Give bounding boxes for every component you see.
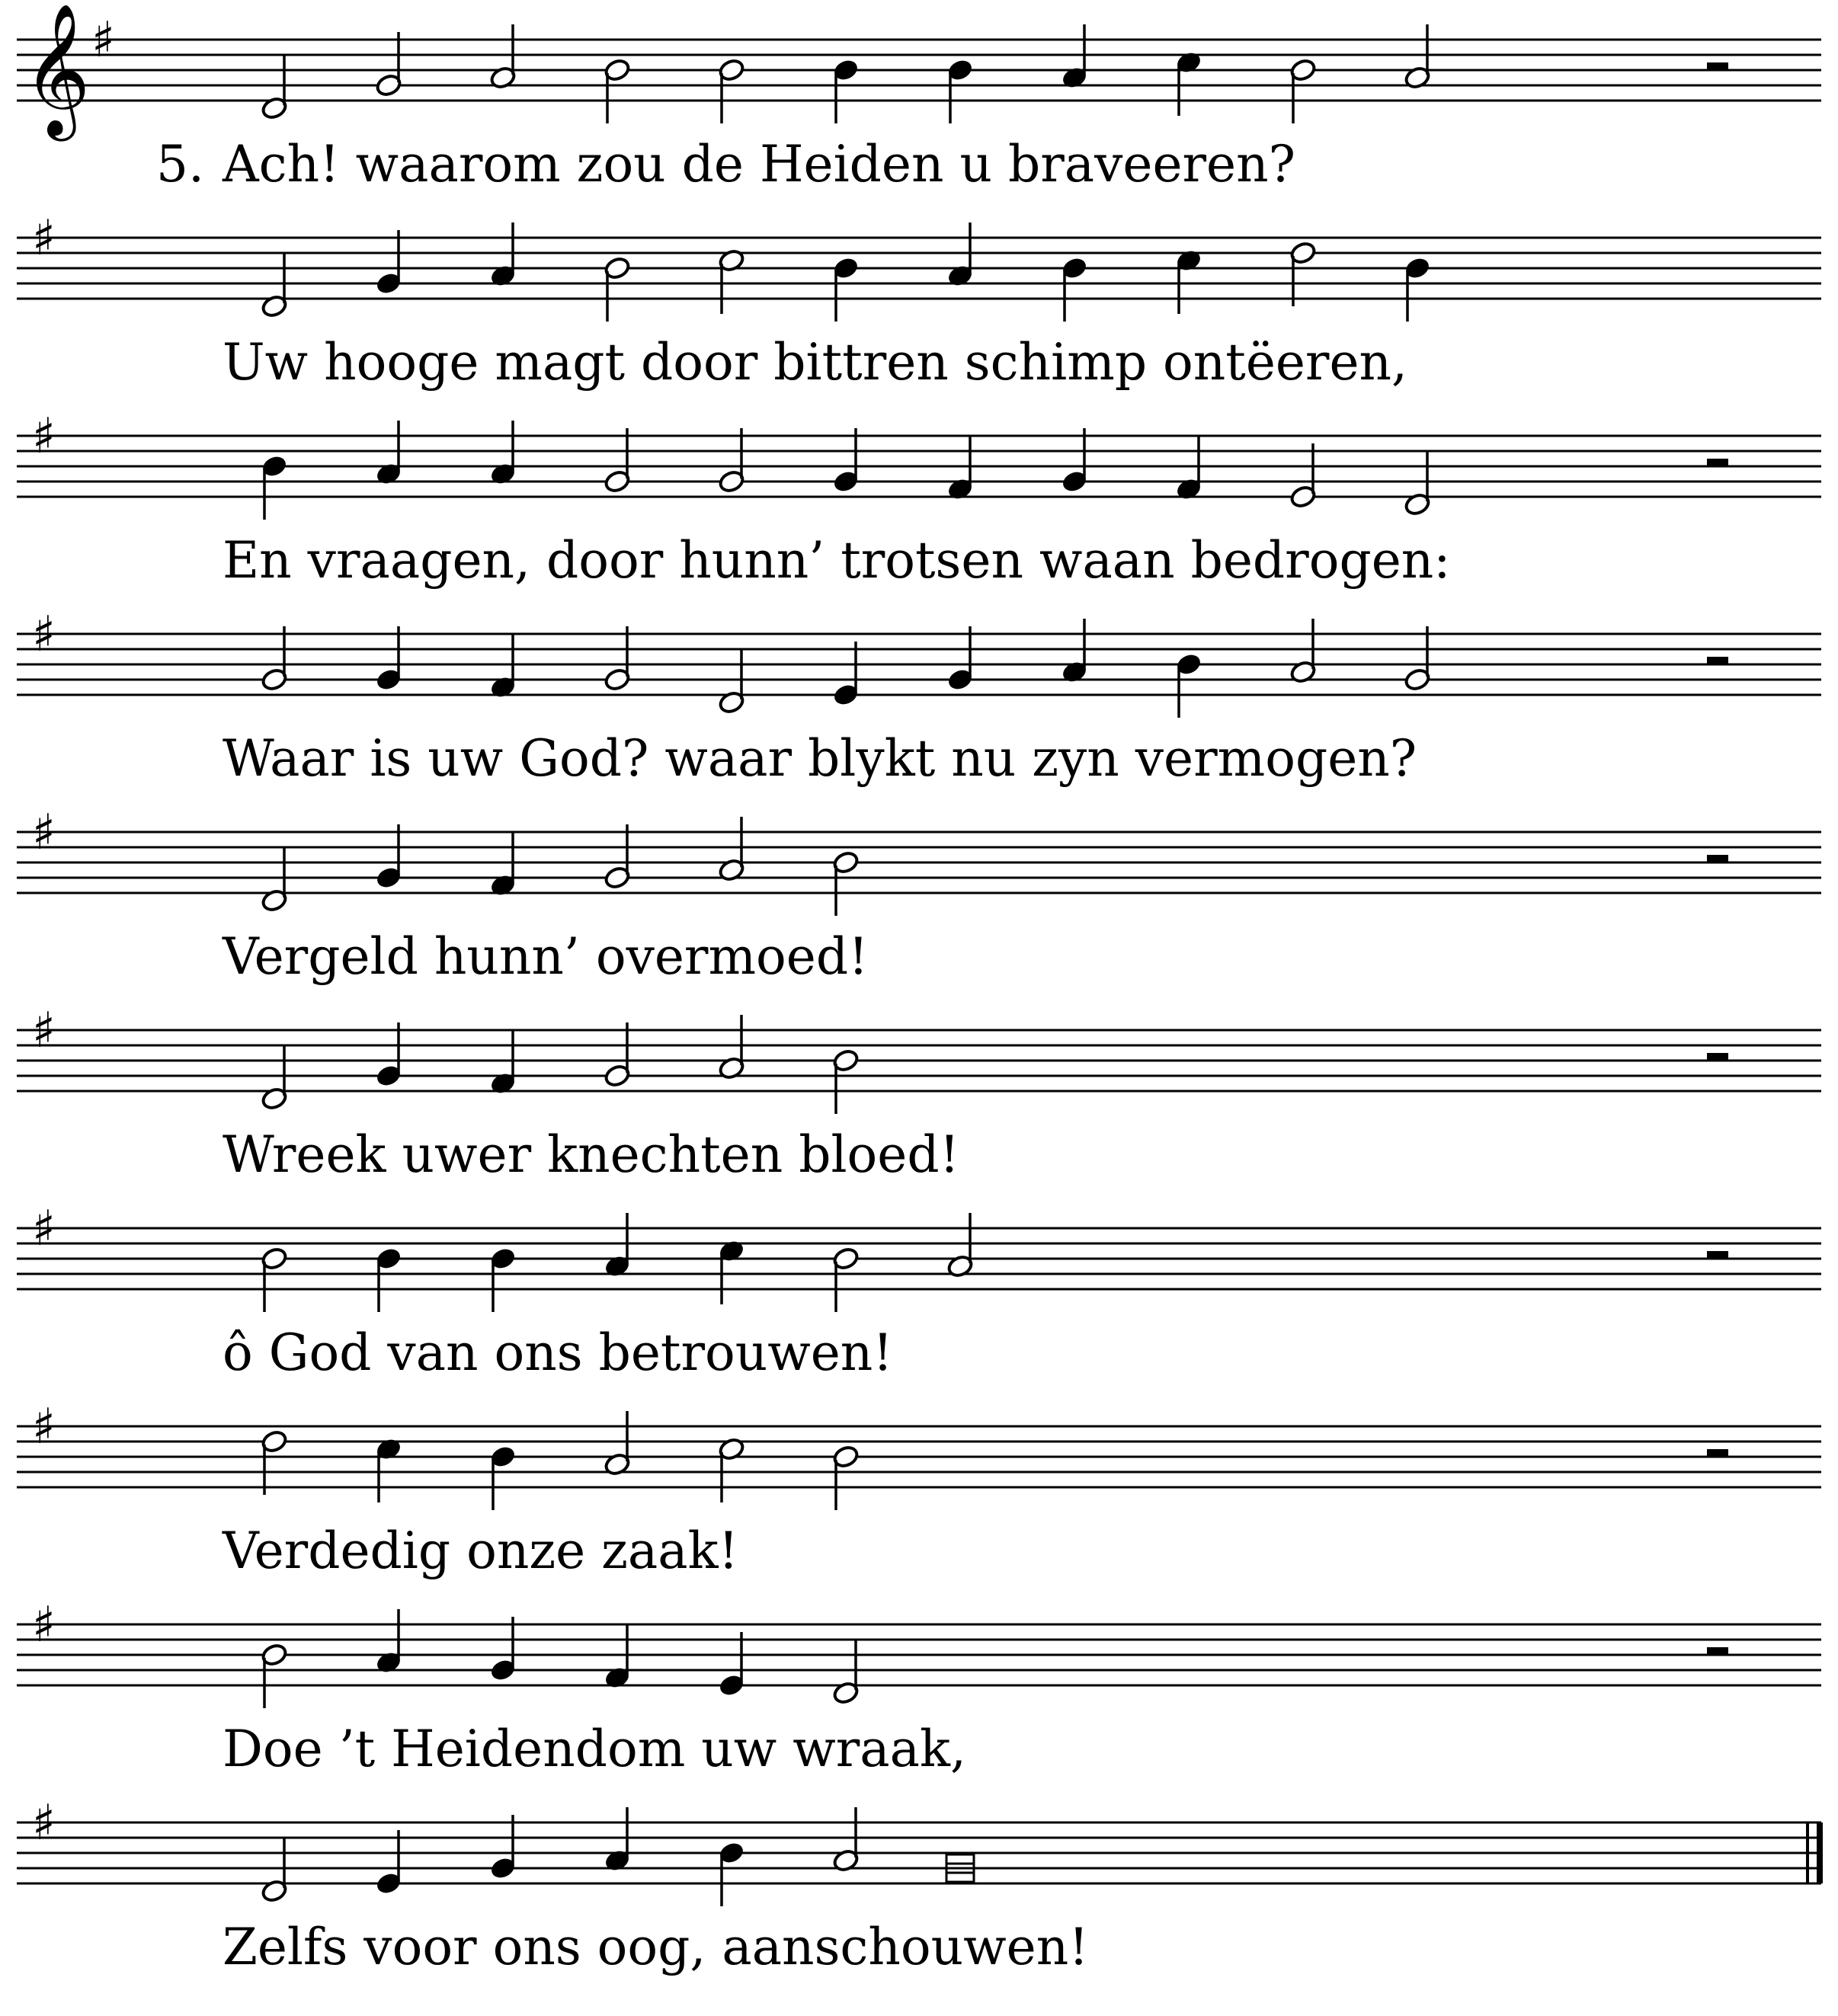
- key-signature-sharp-icon: ♯: [32, 1003, 56, 1059]
- key-signature-sharp-icon: ♯: [32, 408, 56, 465]
- note: [718, 1437, 745, 1502]
- half-rest: [1707, 1053, 1728, 1061]
- note: [1289, 619, 1317, 684]
- staff-system: [17, 1399, 1821, 1580]
- note: [832, 1048, 860, 1114]
- lyric-line: Zelfs voor ons oog, aanschouwen!: [223, 1918, 1089, 1976]
- lyric-line: Verdedig onze zaak!: [223, 1522, 739, 1580]
- note: [604, 626, 631, 692]
- note: [489, 421, 517, 486]
- note: [375, 626, 402, 692]
- note: [832, 256, 860, 322]
- lyric-line: ô God van ons betrouwen!: [223, 1323, 893, 1382]
- note: [375, 1022, 402, 1088]
- key-signature-sharp-icon: ♯: [91, 12, 115, 69]
- note: [604, 1022, 631, 1088]
- note: [1404, 256, 1431, 322]
- half-rest: [1707, 1251, 1728, 1259]
- note: [1061, 24, 1088, 90]
- note: [489, 222, 517, 288]
- note: [832, 1640, 860, 1705]
- note: [946, 1213, 974, 1278]
- half-rest: [1707, 657, 1728, 664]
- note: [718, 58, 745, 123]
- note: [375, 32, 402, 98]
- half-rest: [1707, 1449, 1728, 1457]
- note: [832, 1246, 860, 1312]
- note: [604, 1807, 631, 1873]
- note: [604, 1411, 631, 1477]
- note: [718, 1015, 745, 1080]
- note: [718, 1239, 745, 1304]
- note: [489, 1030, 517, 1096]
- note: [489, 1246, 517, 1312]
- note: [489, 1815, 517, 1880]
- note: [375, 1609, 402, 1675]
- note: [604, 824, 631, 890]
- note: [1175, 50, 1202, 116]
- treble-clef-icon: 𝄞: [23, 3, 91, 136]
- note: [718, 817, 745, 882]
- note: [832, 1807, 860, 1873]
- note: [261, 1643, 288, 1708]
- lyric-line: Doe ’t Heidendom uw wraak,: [223, 1720, 966, 1778]
- note: [375, 1830, 402, 1896]
- note: [718, 1841, 745, 1906]
- note: [1289, 443, 1317, 509]
- note: [1289, 241, 1317, 306]
- note: [1289, 58, 1317, 123]
- staff-system: [17, 606, 1821, 788]
- note: [718, 248, 745, 314]
- note: [261, 1246, 288, 1312]
- half-rest: [1707, 459, 1728, 466]
- lyric-line: Wreek uwer knechten bloed!: [223, 1125, 960, 1184]
- note: [832, 642, 860, 707]
- key-signature-sharp-icon: ♯: [32, 210, 56, 267]
- note: [261, 1045, 288, 1111]
- half-rest: [1707, 62, 1728, 70]
- note: [946, 222, 974, 288]
- note: [832, 850, 860, 916]
- half-rest: [1707, 1647, 1728, 1655]
- lyric-line: Ach! waarom zou de Heiden u braveeren?: [223, 135, 1296, 194]
- note: [604, 1213, 631, 1278]
- note: [604, 1624, 631, 1690]
- staff-system: [17, 1201, 1821, 1382]
- note: [489, 1445, 517, 1510]
- key-signature-sharp-icon: ♯: [32, 1795, 56, 1851]
- lyric-line: Waar is uw God? waar blykt nu zyn vermogen?: [223, 729, 1417, 788]
- key-signature-sharp-icon: ♯: [32, 1597, 56, 1653]
- staff-system: [17, 3, 1821, 194]
- note: [261, 847, 288, 913]
- staff-system: [17, 1003, 1821, 1184]
- note: [489, 832, 517, 898]
- key-signature-sharp-icon: ♯: [32, 606, 56, 663]
- note: [261, 253, 288, 318]
- note: [1061, 256, 1088, 322]
- note: [604, 256, 631, 322]
- note: [261, 55, 288, 120]
- stanza-number: 5.: [156, 135, 204, 194]
- key-signature-sharp-icon: ♯: [32, 805, 56, 861]
- key-signature-sharp-icon: ♯: [32, 1201, 56, 1257]
- staff-system: [17, 210, 1821, 392]
- lyric-line: Uw hooge magt door bittren schimp ontëeren,: [223, 333, 1408, 392]
- note: [1404, 451, 1431, 517]
- note: [718, 649, 745, 715]
- key-signature-sharp-icon: ♯: [32, 1399, 56, 1455]
- note: [946, 436, 974, 501]
- note: [489, 24, 517, 90]
- note: [604, 58, 631, 123]
- note: [375, 230, 402, 296]
- note: [1404, 24, 1431, 90]
- staff-system: [17, 408, 1821, 590]
- note: [832, 58, 860, 123]
- note: [375, 824, 402, 890]
- note: [832, 428, 860, 494]
- note: [832, 1445, 860, 1510]
- lyric-line: Vergeld hunn’ overmoed!: [223, 927, 869, 986]
- note: [946, 626, 974, 692]
- note: [375, 1246, 402, 1312]
- note: [946, 58, 974, 123]
- note: [718, 428, 745, 494]
- note: [1175, 652, 1202, 718]
- note: [1175, 248, 1202, 314]
- half-rest: [1707, 855, 1728, 862]
- note: [489, 1617, 517, 1682]
- staff-system: [17, 1597, 1821, 1778]
- note: [489, 634, 517, 699]
- note: [375, 1437, 402, 1502]
- note: [261, 626, 288, 692]
- lyric-line: En vraagen, door hunn’ trotsen waan bedrogen:: [223, 531, 1451, 590]
- note: [261, 1838, 288, 1903]
- note: [261, 454, 288, 520]
- note: [1061, 428, 1088, 494]
- note: [604, 428, 631, 494]
- note: [1061, 619, 1088, 684]
- note: [261, 1429, 288, 1495]
- note: [1404, 626, 1431, 692]
- staff-system: [17, 805, 1821, 986]
- note: [375, 421, 402, 486]
- staff-system: [17, 1795, 1821, 1976]
- staff-systems: [17, 3, 1821, 1976]
- note: [1175, 436, 1202, 501]
- note: [718, 1632, 745, 1698]
